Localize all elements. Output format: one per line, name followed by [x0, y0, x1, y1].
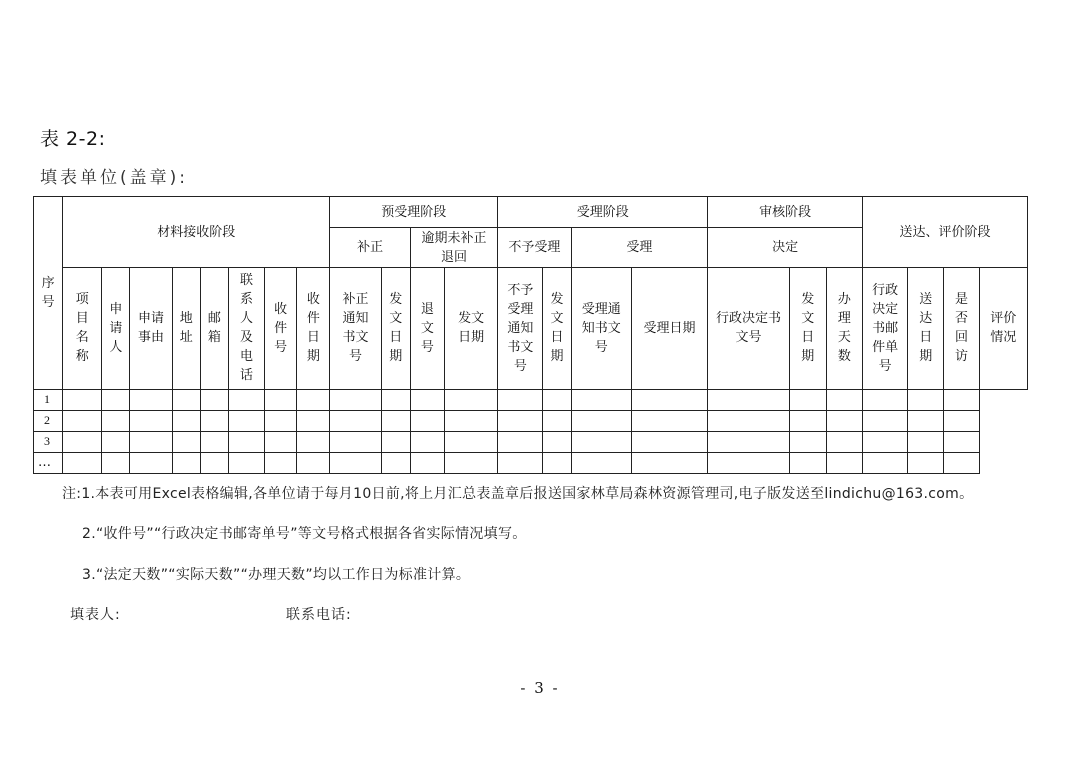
row-number: 3 — [34, 431, 63, 452]
group-review-stage: 审核阶段 — [708, 197, 863, 228]
filling-unit-label: 填表单位(盖章): — [40, 168, 188, 188]
registration-table — [33, 196, 1028, 474]
subgroup-supplement: 补正 — [330, 228, 410, 268]
col-receipt-no: 收 件 号 — [265, 268, 297, 389]
table-row — [34, 431, 1028, 452]
col-delivery-date: 送 达 日 期 — [908, 268, 944, 389]
col-accept-date: 受理日期 — [631, 268, 707, 389]
col-contact: 联 系 人 及 电 话 — [228, 268, 264, 389]
col-not-accept-notice-no: 不予 受理 通知 书文 号 — [498, 268, 543, 389]
col-address: 地 址 — [172, 268, 200, 389]
note-3: 3.“法定天数”“实际天数”“办理天数”均以工作日为标准计算。 — [82, 567, 471, 583]
page-number: - 3 - — [520, 679, 560, 697]
col-project-name: 项 目 名 称 — [63, 268, 102, 389]
row-number: … — [34, 452, 63, 473]
subgroup-accept: 受理 — [571, 228, 708, 268]
table-row — [34, 389, 1028, 410]
row-number: 1 — [34, 389, 63, 410]
col-decision-doc-no: 行政决定书 文号 — [708, 268, 789, 389]
table-row — [34, 452, 1028, 473]
group-pre-accept-stage: 预受理阶段 — [330, 197, 498, 228]
col-decision-issue-date: 发 文 日 期 — [789, 268, 826, 389]
subgroup-not-accept: 不予受理 — [498, 228, 571, 268]
col-not-accept-issue-date: 发 文 日 期 — [543, 268, 571, 389]
col-receipt-date: 收 件 日 期 — [297, 268, 330, 389]
table-row — [34, 410, 1028, 431]
col-email: 邮 箱 — [200, 268, 228, 389]
col-decision-mail-no: 行政 决定 书邮 件单 号 — [862, 268, 907, 389]
note-2: 2.“收件号”“行政决定书邮寄单号”等文号格式根据各省实际情况填写。 — [82, 526, 527, 542]
col-processing-days: 办 理 天 数 — [826, 268, 862, 389]
contact-phone-label: 联系电话: — [286, 607, 352, 623]
group-accept-stage: 受理阶段 — [498, 197, 708, 228]
col-evaluation: 评价 情况 — [979, 268, 1027, 389]
col-applicant: 申 请 人 — [102, 268, 130, 389]
col-return-issue-date: 发文 日期 — [444, 268, 497, 389]
note-1: 注:1.本表可用Excel表格编辑,各单位请于每月10日前,将上月汇总表盖章后报送国家林草局森林资源管理司,电子版发送至lindichu@163.com。 — [62, 486, 974, 502]
group-material-stage: 材料接收阶段 — [63, 197, 330, 268]
filler-label: 填表人: — [70, 607, 121, 623]
col-supplement-issue-date: 发 文 日 期 — [381, 268, 410, 389]
table-title: 表 2-2: — [40, 128, 106, 150]
col-revisit: 是 否 回 访 — [944, 268, 979, 389]
col-accept-notice-no: 受理通 知书文 号 — [571, 268, 631, 389]
subgroup-overdue-return: 逾期未补正 退回 — [410, 228, 497, 268]
row-number: 2 — [34, 410, 63, 431]
col-application-reason: 申请 事由 — [130, 268, 172, 389]
subgroup-decision: 决定 — [708, 228, 863, 268]
seq-header: 序 号 — [34, 197, 63, 390]
col-supplement-notice-no: 补正 通知 书文 号 — [330, 268, 381, 389]
col-return-no: 退 文 号 — [410, 268, 444, 389]
group-delivery-stage: 送达、评价阶段 — [862, 197, 1027, 268]
